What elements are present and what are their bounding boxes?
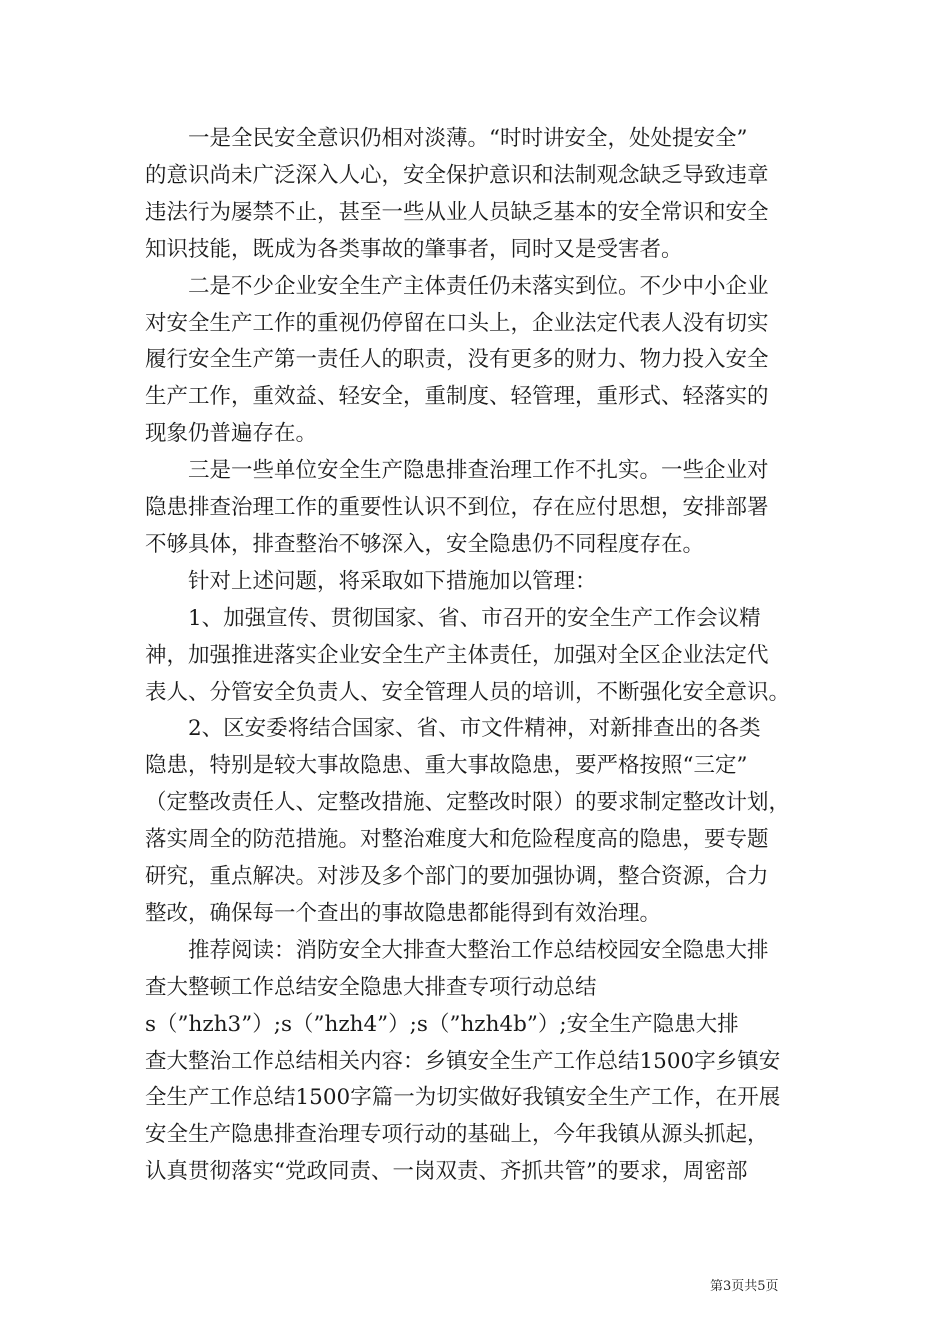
page-footer: 第3页共5页 — [710, 1279, 779, 1294]
text-line: 违法行为屡禁不止，甚至一些从业人员缺乏基本的安全常识和安全 — [145, 199, 769, 225]
text-line: （定整改责任人、定整改措施、定整改时限）的要求制定整改计划， — [145, 790, 791, 816]
text-line: 查大整治工作总结相关内容：乡镇安全生产工作总结1500字乡镇安 — [145, 1048, 781, 1074]
text-line: 履行安全生产第一责任人的职责，没有更多的财力、物力投入安全 — [145, 347, 769, 373]
text-line: 不够具体，排查整治不够深入，安全隐患仍不同程度存在。 — [145, 531, 705, 557]
text-line: 表人、分管安全负责人、安全管理人员的培训，不断强化安全意识。 — [145, 679, 791, 705]
text-line: 认真贯彻落实“党政同责、一岗双责、齐抓共管”的要求，周密部 — [145, 1159, 748, 1185]
text-line: 隐患排查治理工作的重要性认识不到位，存在应付思想，安排部署 — [145, 495, 769, 520]
text-line: 2、区安委将结合国家、省、市文件精神，对新排查出的各类 — [145, 716, 761, 742]
text-line: s（”hzh3”）;s（”hzh4”）;s（”hzh4b”）;安全生产隐患大排 — [145, 1011, 739, 1037]
text-line: 的意识尚未广泛深入人心，安全保护意识和法制观念缺乏导致违章 — [145, 162, 769, 188]
text-line: 三是一些单位安全生产隐患排查治理工作不扎实。一些企业对 — [145, 458, 769, 484]
text-line: 全生产工作总结1500字篇一为切实做好我镇安全生产工作，在开展 — [145, 1085, 781, 1111]
text-line: 对安全生产工作的重视仍停留在口头上，企业法定代表人没有切实 — [145, 310, 769, 336]
text-line: 神，加强推进落实企业安全生产主体责任，加强对全区企业法定代 — [145, 642, 769, 668]
text-line: 知识技能，既成为各类事故的肇事者，同时又是受害者。 — [145, 236, 683, 262]
text-line: 安全生产隐患排查治理专项行动的基础上，今年我镇从源头抓起， — [145, 1122, 769, 1148]
text-line: 一是全民安全意识仍相对淡薄。“时时讲安全，处处提安全” — [145, 126, 748, 151]
text-line: 二是不少企业安全生产主体责任仍未落实到位。不少中小企业 — [145, 273, 769, 299]
text-line: 现象仍普遍存在。 — [145, 421, 318, 447]
text-line: 1、加强宣传、贯彻国家、省、市召开的安全生产工作会议精 — [145, 605, 761, 631]
text-line: 整改，确保每一个查出的事故隐患都能得到有效治理。 — [145, 900, 662, 926]
text-line: 查大整顿工作总结安全隐患大排查专项行动总结 — [145, 974, 597, 1000]
text-line: 针对上述问题，将采取如下措施加以管理： — [145, 568, 597, 594]
text-line: 研究，重点解决。对涉及多个部门的要加强协调，整合资源，合力 — [145, 864, 769, 889]
text-line: 落实周全的防范措施。对整治难度大和危险程度高的隐患，要专题 — [145, 827, 769, 853]
text-line: 推荐阅读：消防安全大排查大整治工作总结校园安全隐患大排 — [145, 937, 769, 963]
text-line: 隐患，特别是较大事故隐患、重大事故隐患，要严格按照“三定” — [145, 753, 748, 779]
text-line: 生产工作，重效益、轻安全，重制度、轻管理，重形式、轻落实的 — [145, 384, 769, 410]
